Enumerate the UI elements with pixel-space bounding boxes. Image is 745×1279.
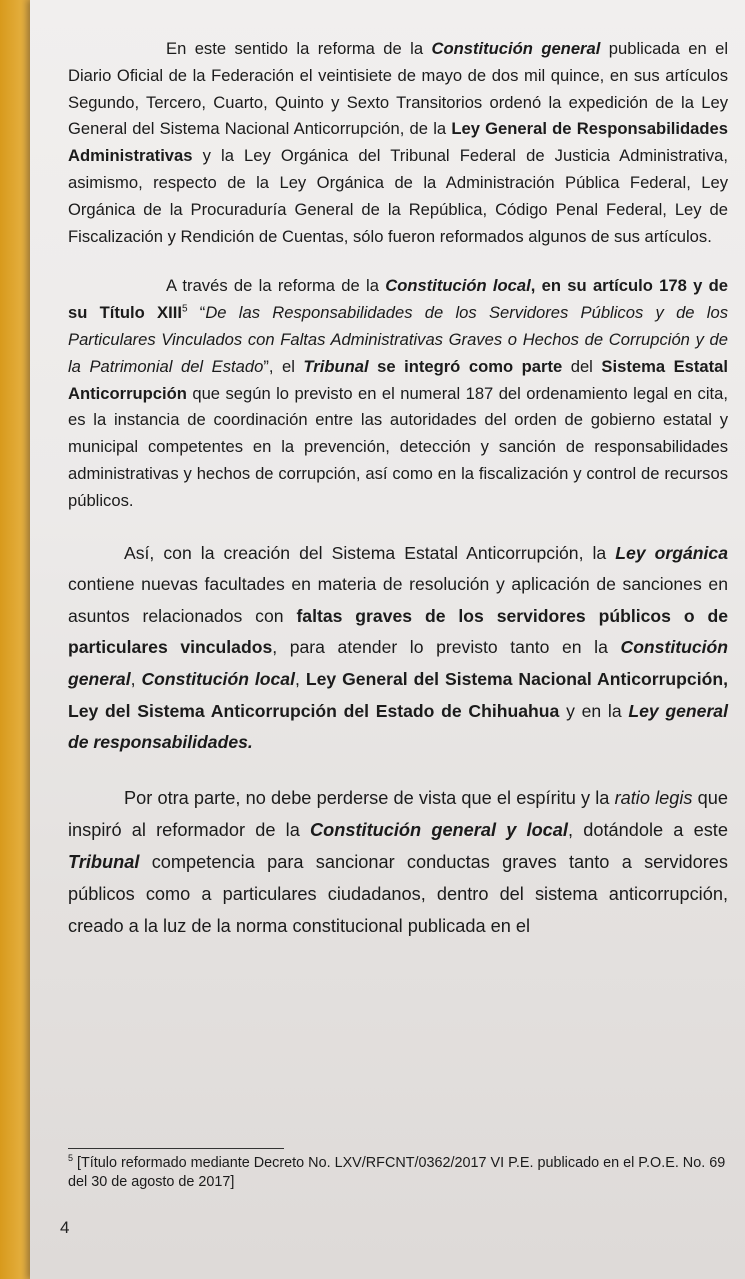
document-page (30, 0, 745, 1279)
page-number: 4 (60, 1218, 70, 1237)
paragraph-3-run: , (130, 668, 142, 689)
paragraph-1-run: Constitución general (431, 39, 601, 58)
paragraph-4-run: , dotándole a este (567, 819, 728, 840)
paragraph-2-run: A través de la reforma de la (166, 276, 386, 296)
paragraph-2-run: “ (187, 303, 206, 323)
paragraph-4-run: competencia para sancionar conductas graves tanto a servidores públicos como a particulares ciudadanos, dentro del sistema anticorrupción, creado a la luz de la norma constitucional publicada en el (68, 851, 728, 936)
paragraph-1-run: y la Ley Orgánica del Tribunal Federal de Justicia Administrativa, asimismo, respecto de la Ley Orgánica de la Administración Pública Federal, Ley Orgánica de la Procuraduría General de la República, Código Penal Federal, Ley de Fiscalización y Rendición de Cuentas, sólo fueron reformados algunos de sus artículos. (68, 146, 728, 246)
paragraph-3-run: , (295, 668, 306, 689)
footnote-text: [Título reformado mediante Decreto No. LXV/RFCNT/0362/2017 VI P.E. publicado en el P.O.E. No. 69 del 30 de agosto de 2017] (68, 1155, 726, 1190)
footnote-marker: 5 (68, 1153, 74, 1164)
paragraph-2-run: De las Responsabilidades de los Servidores Públicos y de los Particulares Vinculados con Faltas Administrativas Graves o Hechos de Corrupción y de la Patrimonial del Estado (68, 303, 729, 376)
paragraph-2-run: del (562, 356, 602, 376)
paragraph-1-run: publicada en el Diario Oficial de la Federación el veintisiete de mayo de dos mil quince, en sus artículos Segundo, Tercero, Cuarto, Quinto y Sexto Transitorios ordenó la expedición de la Ley General del Sistema Nacional Anticorrupción, de la (68, 39, 729, 139)
paragraph-4-run: Tribunal (68, 851, 140, 872)
paragraph-3-run: Constitución general (68, 637, 728, 689)
paragraph-2-run: que según lo previsto en el numeral 187 del ordenamiento legal en cita, es la instancia de coordinación entre las autoridades del orden de gobierno estatal y municipal competentes en la prevención, detección y sanción de responsabilidades administrativas y hechos de corrupción, así como en la fiscalización y control de recursos públicos. (68, 383, 728, 510)
paragraph-4-run: ratio legis (614, 787, 693, 808)
paragraph-1-run: En este sentido la reforma de la (166, 39, 432, 58)
paragraph-3-run: Ley orgánica (615, 542, 728, 563)
paragraph-3 (68, 538, 728, 759)
paragraph-3-run: faltas graves de los servidores públicos o de particulares vinculados (68, 605, 728, 658)
paragraph-2-run: se integró como parte (368, 356, 563, 376)
paragraph-2-run: ”, el (263, 356, 304, 376)
paragraph-1-run: Ley General de Responsabilidades Administrativas (68, 119, 728, 166)
body-text (68, 36, 728, 965)
paragraph-4-run: Por otra parte, no debe perderse de vista que el espíritu y la (124, 787, 615, 808)
paragraph-3-run: Ley General del Sistema Nacional Anticorrupción, Ley del Sistema Anticorrupción del Estado de Chihuahua (68, 668, 728, 721)
paragraph-2-run: 5 (181, 303, 188, 315)
paragraph-1 (68, 36, 728, 250)
paragraph-3-run: Constitución local (141, 668, 295, 689)
paragraph-3-run: y en la (559, 700, 629, 721)
paragraph-3-run: Así, con la creación del Sistema Estatal Anticorrupción, la (124, 542, 616, 563)
footnote (68, 1154, 745, 1192)
paragraph-3-run: , para atender lo previsto tanto en la (272, 637, 621, 658)
footnote-separator (68, 1148, 284, 1149)
paragraph-2-run: , en su artículo 178 y de su Título XIII (68, 276, 729, 323)
paragraph-4 (68, 782, 728, 942)
paragraph-2-run: Constitución local (385, 276, 531, 296)
paragraph-2-run: Tribunal (303, 356, 369, 376)
paragraph-3-run: contiene nuevas facultades en materia de resolución y aplicación de sanciones en asuntos relacionados con (68, 574, 728, 626)
paragraph-2-run: Sistema Estatal Anticorrupción (68, 356, 728, 403)
paragraph-3-run: Ley general de responsabilidades. (68, 700, 728, 753)
paragraph-4-run: que inspiró al reformador de la (68, 787, 728, 840)
paragraph-4-run: Constitución general y local (310, 819, 568, 840)
paragraph-2 (68, 273, 728, 514)
